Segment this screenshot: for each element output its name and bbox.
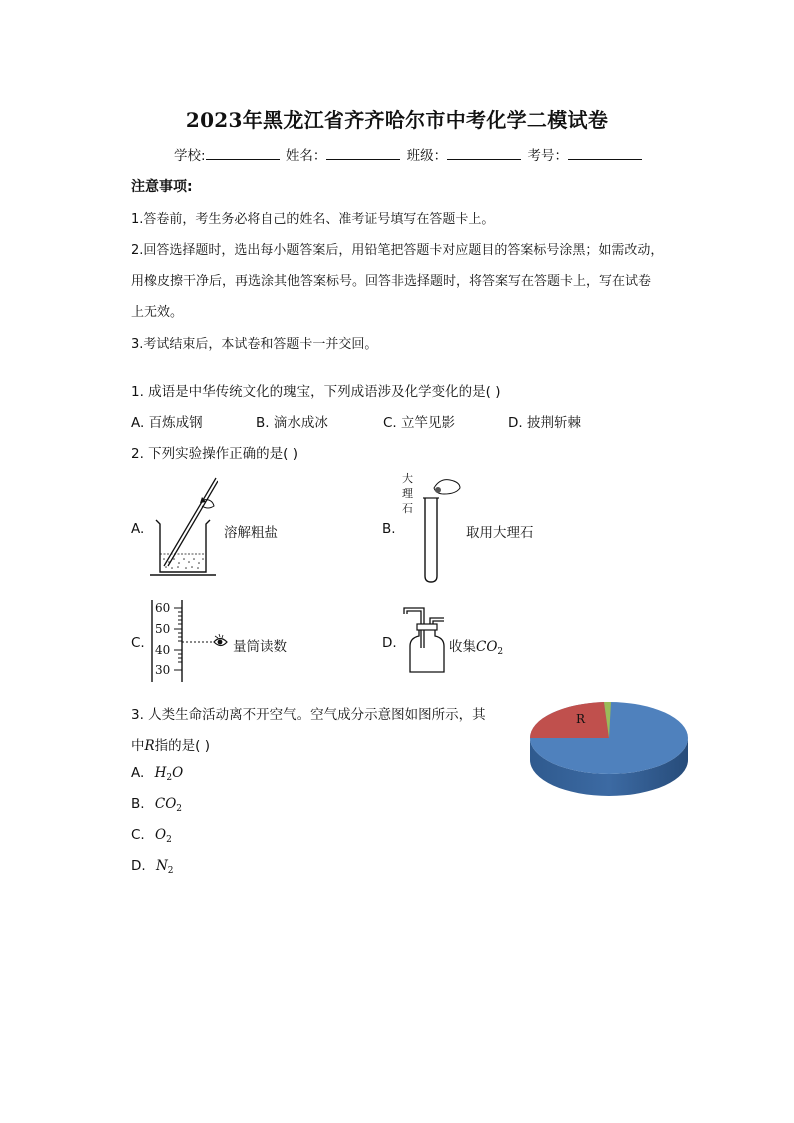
question-1-option-c[interactable]: C. 立竿见影 bbox=[383, 415, 456, 431]
name-blank[interactable] bbox=[326, 147, 400, 160]
pie-label-r: R bbox=[576, 712, 586, 726]
co2-formula: $CO_2$ bbox=[476, 639, 504, 657]
r-variable: R bbox=[144, 738, 155, 754]
question-2-option-c-letter[interactable]: C. bbox=[131, 635, 145, 651]
question-2-stem: 2. 下列实验操作正确的是( ) bbox=[131, 446, 298, 462]
graduated-cylinder-figure bbox=[148, 598, 236, 684]
note-item-2-line-1: 2.回答选择题时，选出每小题答案后，用铅笔把答题卡对应题目的答案标号涂黑；如需改动， bbox=[131, 243, 664, 258]
marble-piece bbox=[435, 487, 441, 493]
note-item-1: 1.答卷前，考生务必将自己的姓名、准考证号填写在答题卡上。 bbox=[131, 212, 495, 227]
school-label: 学校: bbox=[174, 148, 206, 164]
question-3-option-b[interactable]: B. $CO_2$ bbox=[131, 796, 182, 814]
gas-bottle-figure bbox=[400, 604, 450, 676]
question-1-option-d[interactable]: D. 披荆斩棘 bbox=[508, 415, 581, 431]
question-3-option-c[interactable]: C. $O_2$ bbox=[131, 827, 172, 845]
question-2-option-b-letter[interactable]: B. bbox=[382, 521, 396, 537]
question-2-option-d-label bbox=[449, 635, 503, 657]
question-2-option-a-label: 溶解粗盐 bbox=[224, 525, 278, 541]
air-composition-pie bbox=[526, 698, 692, 802]
scale-30: 30 bbox=[155, 663, 171, 677]
exam-number-blank[interactable] bbox=[568, 147, 642, 160]
page-title: 2023年黑龙江省齐齐哈尔市中考化学二模试卷 bbox=[185, 108, 609, 132]
gas-bottle bbox=[410, 630, 444, 672]
school-blank[interactable] bbox=[206, 147, 280, 160]
question-2-option-b-label: 取用大理石 bbox=[466, 525, 534, 541]
beaker bbox=[156, 520, 210, 572]
stopper bbox=[417, 624, 437, 630]
notes-heading: 注意事项: bbox=[131, 179, 193, 195]
question-3-option-a[interactable]: A. $H_2O$ bbox=[131, 765, 184, 783]
marble-label-1: 大 bbox=[402, 472, 413, 485]
question-1-option-b[interactable]: B. 滴水成冰 bbox=[256, 415, 328, 431]
question-3-stem-line-1: 3. 人类生命活动离不开空气。空气成分示意图如图所示，其 bbox=[131, 707, 486, 723]
class-blank[interactable] bbox=[447, 147, 521, 160]
question-2-option-d-letter[interactable]: D. bbox=[382, 635, 397, 651]
exam-number-label: 考号： bbox=[527, 148, 568, 164]
pie-slice-r bbox=[530, 702, 609, 738]
beaker-stirring-figure bbox=[148, 474, 218, 580]
question-1-stem: 1. 成语是中华传统文化的瑰宝，下列成语涉及化学变化的是( ) bbox=[131, 384, 501, 400]
name-label: 姓名： bbox=[285, 148, 327, 164]
collect-label: 收集 bbox=[449, 639, 476, 655]
scale-60: 60 bbox=[155, 601, 171, 615]
scale-50: 50 bbox=[155, 622, 171, 636]
student-info-line bbox=[174, 144, 644, 164]
test-tube bbox=[425, 498, 437, 582]
marble-label-2: 理 bbox=[402, 487, 413, 500]
note-item-2-line-3: 上无效。 bbox=[131, 305, 184, 320]
note-item-2-line-2: 用橡皮擦干净后，再选涂其他答案标号。回答非选择题时，将答案写在答题卡上，写在试卷 bbox=[131, 274, 652, 289]
class-label: 班级： bbox=[406, 148, 448, 164]
test-tube-figure bbox=[398, 468, 468, 586]
question-3-option-d[interactable]: D. $N_2$ bbox=[131, 858, 174, 876]
question-2-option-c-label: 量筒读数 bbox=[233, 639, 287, 655]
question-1-option-a[interactable]: A. 百炼成钢 bbox=[131, 415, 203, 431]
question-2-option-a-letter[interactable]: A. bbox=[131, 521, 145, 537]
note-item-3: 3.考试结束后，本试卷和答题卡一并交回。 bbox=[131, 337, 378, 352]
marble-label-3: 石 bbox=[402, 502, 413, 515]
question-3-stem-line-2: 中R指的是( ) bbox=[131, 738, 210, 754]
scale-40: 40 bbox=[155, 643, 171, 657]
